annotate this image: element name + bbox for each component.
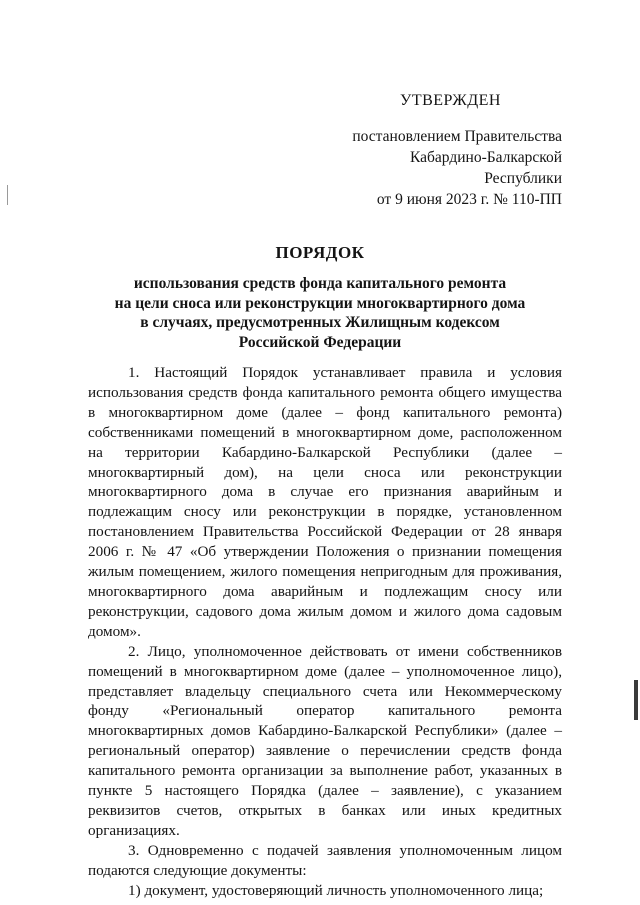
document-title: ПОРЯДОК	[275, 243, 365, 262]
paragraph-1: 1. Настоящий Порядок устанавливает правила и условия использования средств фонда капитального ремонта общего имущества в многоквартирном доме (далее – фонд капитального ремонта) собственниками помещений в многоквартирном доме, расположенном на территории Кабардино-Балкарской Республики (далее – многоквартирный дом), на цели сноса или реконструкции многоквартирного дома в случае его признания аварийным и подлежащим сносу или реконструкции в порядке, установленном постановлением Правительства Российской Федерации от 28 января 2006 г. № 47 «Об утверждении Положения о признании помещения жилым помещением, жилого помещения непригодным для проживания, многоквартирного дома аварийным и подлежащим сносу или реконструкции, садового дома жилым домом и жилого дома садовым домом».	[88, 364, 562, 640]
paragraph-4: 1) документ, удостоверяющий личность уполномоченного лица;	[128, 881, 544, 899]
scan-artifact-left	[7, 185, 8, 205]
document-body	[88, 363, 562, 900]
approval-line-3: от 9 июня 2023 г. № 110-ПП	[376, 191, 562, 208]
subtitle-line-4: Российской Федерации	[238, 333, 402, 351]
subtitle-line-3: в случаях, предусмотренных Жилищным кодексом	[140, 314, 500, 331]
document-subtitle	[60, 274, 580, 352]
subtitle-line-1: использования средств фонда капитального ремонта	[133, 275, 507, 292]
approval-block	[330, 92, 570, 210]
approval-line-2: Кабардино-Балкарской Республики	[410, 149, 562, 187]
subtitle-line-2: на цели сноса или реконструкции многоквартирного дома	[114, 294, 526, 312]
approval-heading: УТВЕРЖДЕН	[400, 92, 501, 109]
paragraph-3: 3. Одновременно с подачей заявления уполномоченным лицом подаются следующие документы:	[88, 841, 562, 879]
scan-artifact-right	[634, 680, 638, 720]
approval-line-1: постановлением Правительства	[352, 128, 562, 145]
paragraph-2: 2. Лицо, уполномоченное действовать от имени собственников помещений в многоквартирном доме (далее – уполномоченное лицо), представляет владельцу специального счета или Некоммерческому фонду «Региональный оператор капитального ремонта многоквартирных домов Кабардино-Балкарской Республики» (далее – региональный оператор) заявление о перечислении средств фонда капитального ремонта организации за выполнение работ, указанных в пункте 5 настоящего Порядка (далее – заявление), с указанием реквизитов счетов, открытых в банках или иных кредитных организациях.	[88, 642, 562, 839]
